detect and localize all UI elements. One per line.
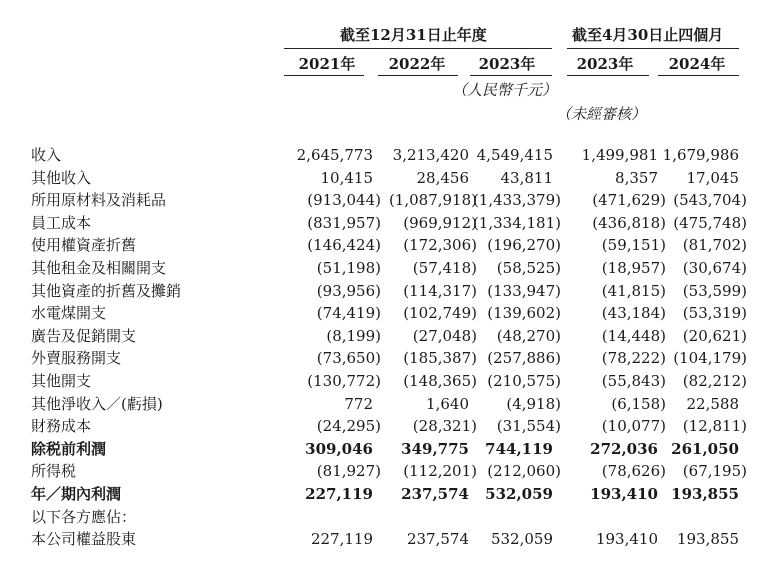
row-value: (57,418) (412, 258, 477, 277)
row-value: (475,748) (673, 213, 747, 232)
year-header-2024-interim: 2024年 (668, 55, 726, 73)
row-value: (78,222) (601, 349, 666, 368)
row-value: (81,927) (316, 462, 381, 481)
row-value: (913,044) (307, 191, 381, 210)
row-label: 其他租金及相關開支 (31, 258, 167, 277)
row-value: 349,775 (401, 439, 469, 458)
row-value: (8,199) (326, 326, 381, 345)
row-value: 227,119 (310, 530, 373, 549)
currency-note: （人民幣千元） (452, 81, 558, 99)
row-value: (210,575) (487, 371, 561, 390)
row-value: (185,387) (403, 349, 477, 368)
row-value: (104,179) (673, 349, 747, 368)
row-label: 廣告及促銷開支 (31, 326, 137, 345)
row-value: 28,456 (416, 168, 469, 187)
row-value: 237,574 (401, 484, 469, 503)
row-value: (10,077) (601, 417, 666, 436)
row-value: (93,956) (316, 281, 381, 300)
row-value: 1,640 (426, 394, 469, 413)
row-value: (18,957) (601, 258, 666, 277)
row-value: (73,650) (316, 349, 381, 368)
row-label: 所得税 (31, 462, 77, 481)
row-value: 8,357 (615, 168, 658, 187)
row-value: (146,424) (307, 236, 381, 255)
row-label: 使用權資產折舊 (31, 236, 137, 255)
income-statement-table (0, 144, 777, 551)
table-row (0, 393, 777, 416)
row-value: (133,947) (487, 281, 561, 300)
row-label: 除税前利潤 (31, 439, 107, 458)
row-value: (969,912) (403, 213, 477, 232)
row-value: (53,599) (682, 281, 747, 300)
table-row (0, 280, 777, 303)
row-value: (172,306) (403, 236, 477, 255)
row-value: (67,195) (682, 462, 747, 481)
year-header-2021: 2021年 (298, 55, 356, 73)
row-value: (436,818) (592, 213, 666, 232)
table-row (0, 325, 777, 348)
row-value: (41,815) (601, 281, 666, 300)
row-value: (1,433,379) (472, 191, 561, 210)
row-value: (43,184) (601, 304, 666, 323)
row-value: 532,059 (490, 530, 553, 549)
table-row (0, 144, 777, 167)
row-label: 所用原材料及消耗品 (31, 191, 167, 210)
row-value: (6,158) (611, 394, 666, 413)
row-value: 22,588 (686, 394, 739, 413)
row-value: (59,151) (601, 236, 666, 255)
row-value: (112,201) (403, 462, 477, 481)
year-header-2023: 2023年 (478, 55, 536, 73)
row-value: (831,957) (307, 213, 381, 232)
row-value: (12,811) (682, 417, 747, 436)
row-value: 43,811 (500, 168, 553, 187)
table-row (0, 528, 777, 551)
row-value: (1,334,181) (472, 213, 561, 232)
table-row (0, 483, 777, 506)
row-label: 外賣服務開支 (31, 349, 122, 368)
year-header-2023-interim: 2023年 (576, 55, 634, 73)
row-value: (53,319) (682, 304, 747, 323)
row-value: (543,704) (673, 191, 747, 210)
row-label: 年／期內利潤 (31, 484, 122, 503)
table-row (0, 234, 777, 257)
year-rule-2022 (378, 75, 458, 76)
row-value: (148,365) (403, 371, 477, 390)
row-value: 272,036 (590, 439, 658, 458)
table-row (0, 257, 777, 280)
header-four-months: 截至4月30日止四個月 (572, 26, 724, 44)
audit-note: （未經審核） (556, 105, 647, 123)
row-label: 收入 (31, 146, 62, 164)
row-value: (81,702) (682, 236, 747, 255)
row-value: (130,772) (307, 371, 381, 390)
year-rule-2023 (470, 75, 552, 76)
header-four-months-rule (567, 48, 739, 49)
row-value: 227,119 (305, 484, 373, 503)
row-value: (20,621) (682, 326, 747, 345)
row-value: (55,843) (601, 371, 666, 390)
row-value: (471,629) (592, 191, 666, 210)
row-label: 其他淨收入／(虧損) (31, 394, 163, 413)
row-value: (14,448) (601, 326, 666, 345)
table-row (0, 438, 777, 461)
header-annual-rule (284, 48, 552, 49)
row-value: 193,855 (676, 530, 739, 549)
row-value: 1,499,981 (581, 146, 658, 164)
row-value: 17,045 (686, 168, 739, 187)
table-row (0, 506, 777, 529)
row-value: 1,679,986 (662, 146, 739, 164)
row-value: 10,415 (320, 168, 373, 187)
row-value: 193,410 (590, 484, 658, 503)
row-value: (196,270) (487, 236, 561, 255)
row-label: 水電煤開支 (31, 304, 107, 323)
row-label: 其他開支 (31, 371, 92, 390)
year-rule-2023-interim (567, 75, 649, 76)
table-row (0, 212, 777, 235)
row-value: (30,674) (682, 258, 747, 277)
row-value: (257,886) (487, 349, 561, 368)
row-value: (31,554) (496, 417, 561, 436)
row-value: 193,410 (595, 530, 658, 549)
row-value: (27,048) (412, 326, 477, 345)
row-value: 2,645,773 (296, 146, 373, 164)
row-label: 員工成本 (31, 213, 92, 232)
row-label: 以下各方應佔： (31, 507, 137, 526)
row-value: 237,574 (406, 530, 469, 549)
year-header-2022: 2022年 (388, 55, 446, 73)
row-value: (1,087,918) (388, 191, 477, 210)
year-rule-2021 (284, 75, 364, 76)
row-value: 532,059 (485, 484, 553, 503)
row-value: 261,050 (671, 439, 739, 458)
row-value: 309,046 (305, 439, 373, 458)
row-value: (24,295) (316, 417, 381, 436)
table-row (0, 167, 777, 190)
table-row (0, 189, 777, 212)
table-row (0, 302, 777, 325)
row-value: (51,198) (316, 258, 381, 277)
row-value: (48,270) (496, 326, 561, 345)
row-value: (78,626) (601, 462, 666, 481)
row-label: 本公司權益股東 (31, 530, 137, 549)
row-value: 4,549,415 (476, 146, 553, 164)
row-label: 其他資產的折舊及攤銷 (31, 281, 182, 300)
row-value: (28,321) (412, 417, 477, 436)
row-value: 3,213,420 (392, 146, 469, 164)
row-value: (82,212) (682, 371, 747, 390)
table-row (0, 347, 777, 370)
row-value: (139,602) (487, 304, 561, 323)
table-row (0, 370, 777, 393)
row-label: 其他收入 (31, 168, 92, 187)
table-row (0, 460, 777, 483)
table-row (0, 415, 777, 438)
header-annual: 截至12月31日止年度 (340, 26, 487, 44)
row-label: 財務成本 (31, 417, 92, 436)
row-value: (114,317) (403, 281, 477, 300)
row-value: (58,525) (496, 258, 561, 277)
row-value: 193,855 (671, 484, 739, 503)
row-value: 772 (344, 394, 373, 413)
row-value: (74,419) (316, 304, 381, 323)
row-value: (102,749) (403, 304, 477, 323)
row-value: 744,119 (485, 439, 553, 458)
row-value: (212,060) (487, 462, 561, 481)
row-value: (4,918) (506, 394, 561, 413)
year-rule-2024-interim (658, 75, 739, 76)
